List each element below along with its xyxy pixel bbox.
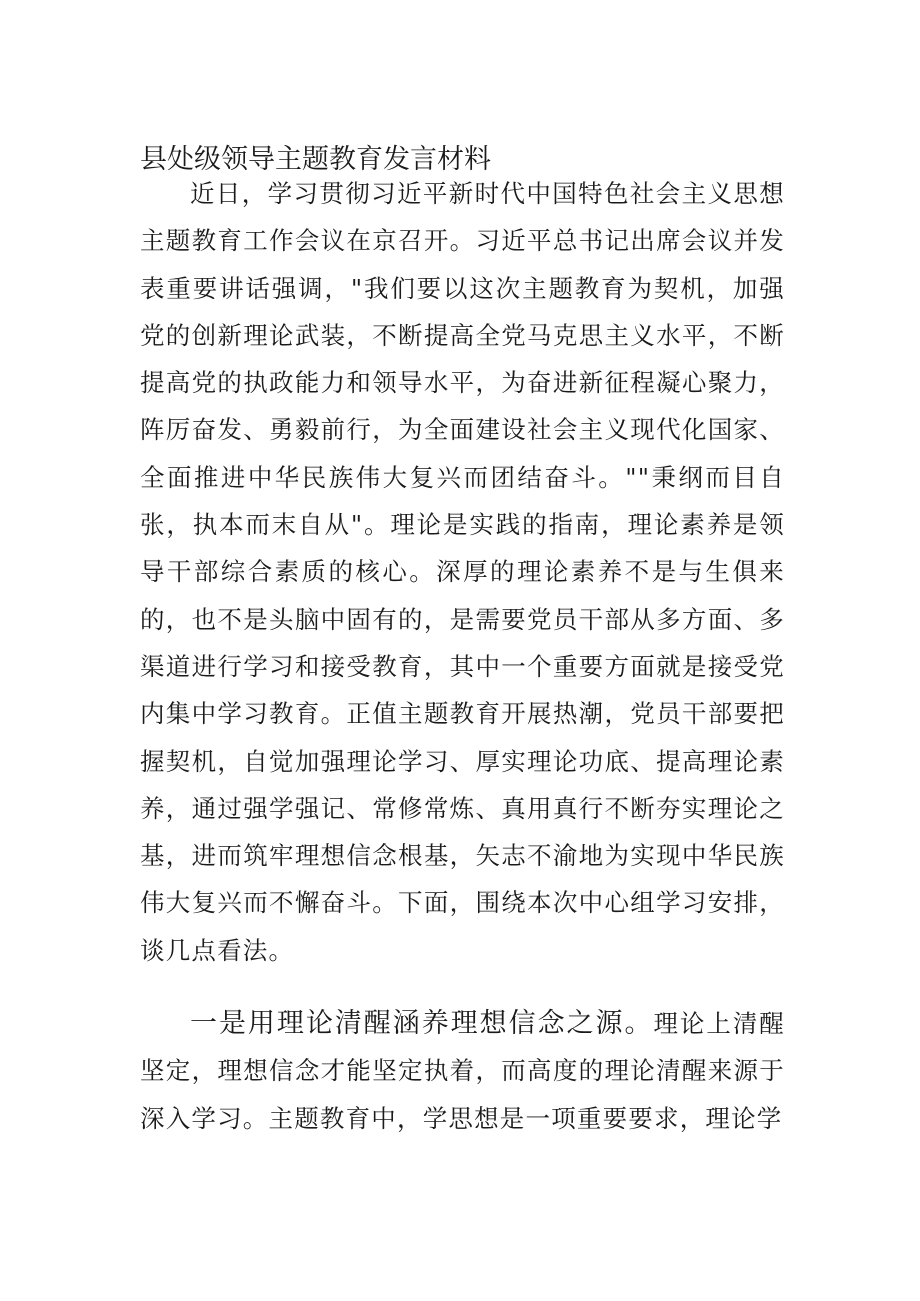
paragraph-body: 理论上清醒坚定，理想信念才能坚定执着，而高度的理论清醒来源于深入学习。主题教育中，学思想是一项重要要求，理论学 xyxy=(140,1009,785,1133)
document-title: 县处级领导主题教育发言材料 xyxy=(140,144,491,175)
paragraph-point-one xyxy=(140,1000,785,1142)
paragraph-intro: 近日，学习贯彻习近平新时代中国特色社会主义思想主题教育工作会议在京召开。习近平总书记出席会议并发表重要讲话强调，"我们要以这次主题教育为契机，加强党的创新理论武装，不断提高全党马克思主义水平，不断提高党的执政能力和领导水平，为奋进新征程凝心聚力，阵厉奋发、勇毅前行，为全面建设社会主义现代化国家、全面推进中华民族伟大复兴而团结奋斗。""秉纲而目自张，执本而末自从"。理论是实践的指南，理论素养是领导干部综合素质的核心。深厚的理论素养不是与生俱来的，也不是头脑中固有的，是需要党员干部从多方面、多渠道进行学习和接受教育，其中一个重要方面就是接受党内集中学习教育。正值主题教育开展热潮，党员干部要把握契机，自觉加强理论学习、厚实理论功底、提高理论素养，通过强学强记、常修常炼、真用真行不断夯实理论之基，进而筑牢理想信念根基，矢志不渝地为实现中华民族伟大复兴而不懈奋斗。下面，围绕本次中心组学习安排，谈几点看法。 xyxy=(140,179,785,965)
paragraph-lead-heading: 一是用理论清醒涵养理想信念之源。 xyxy=(190,1008,654,1039)
